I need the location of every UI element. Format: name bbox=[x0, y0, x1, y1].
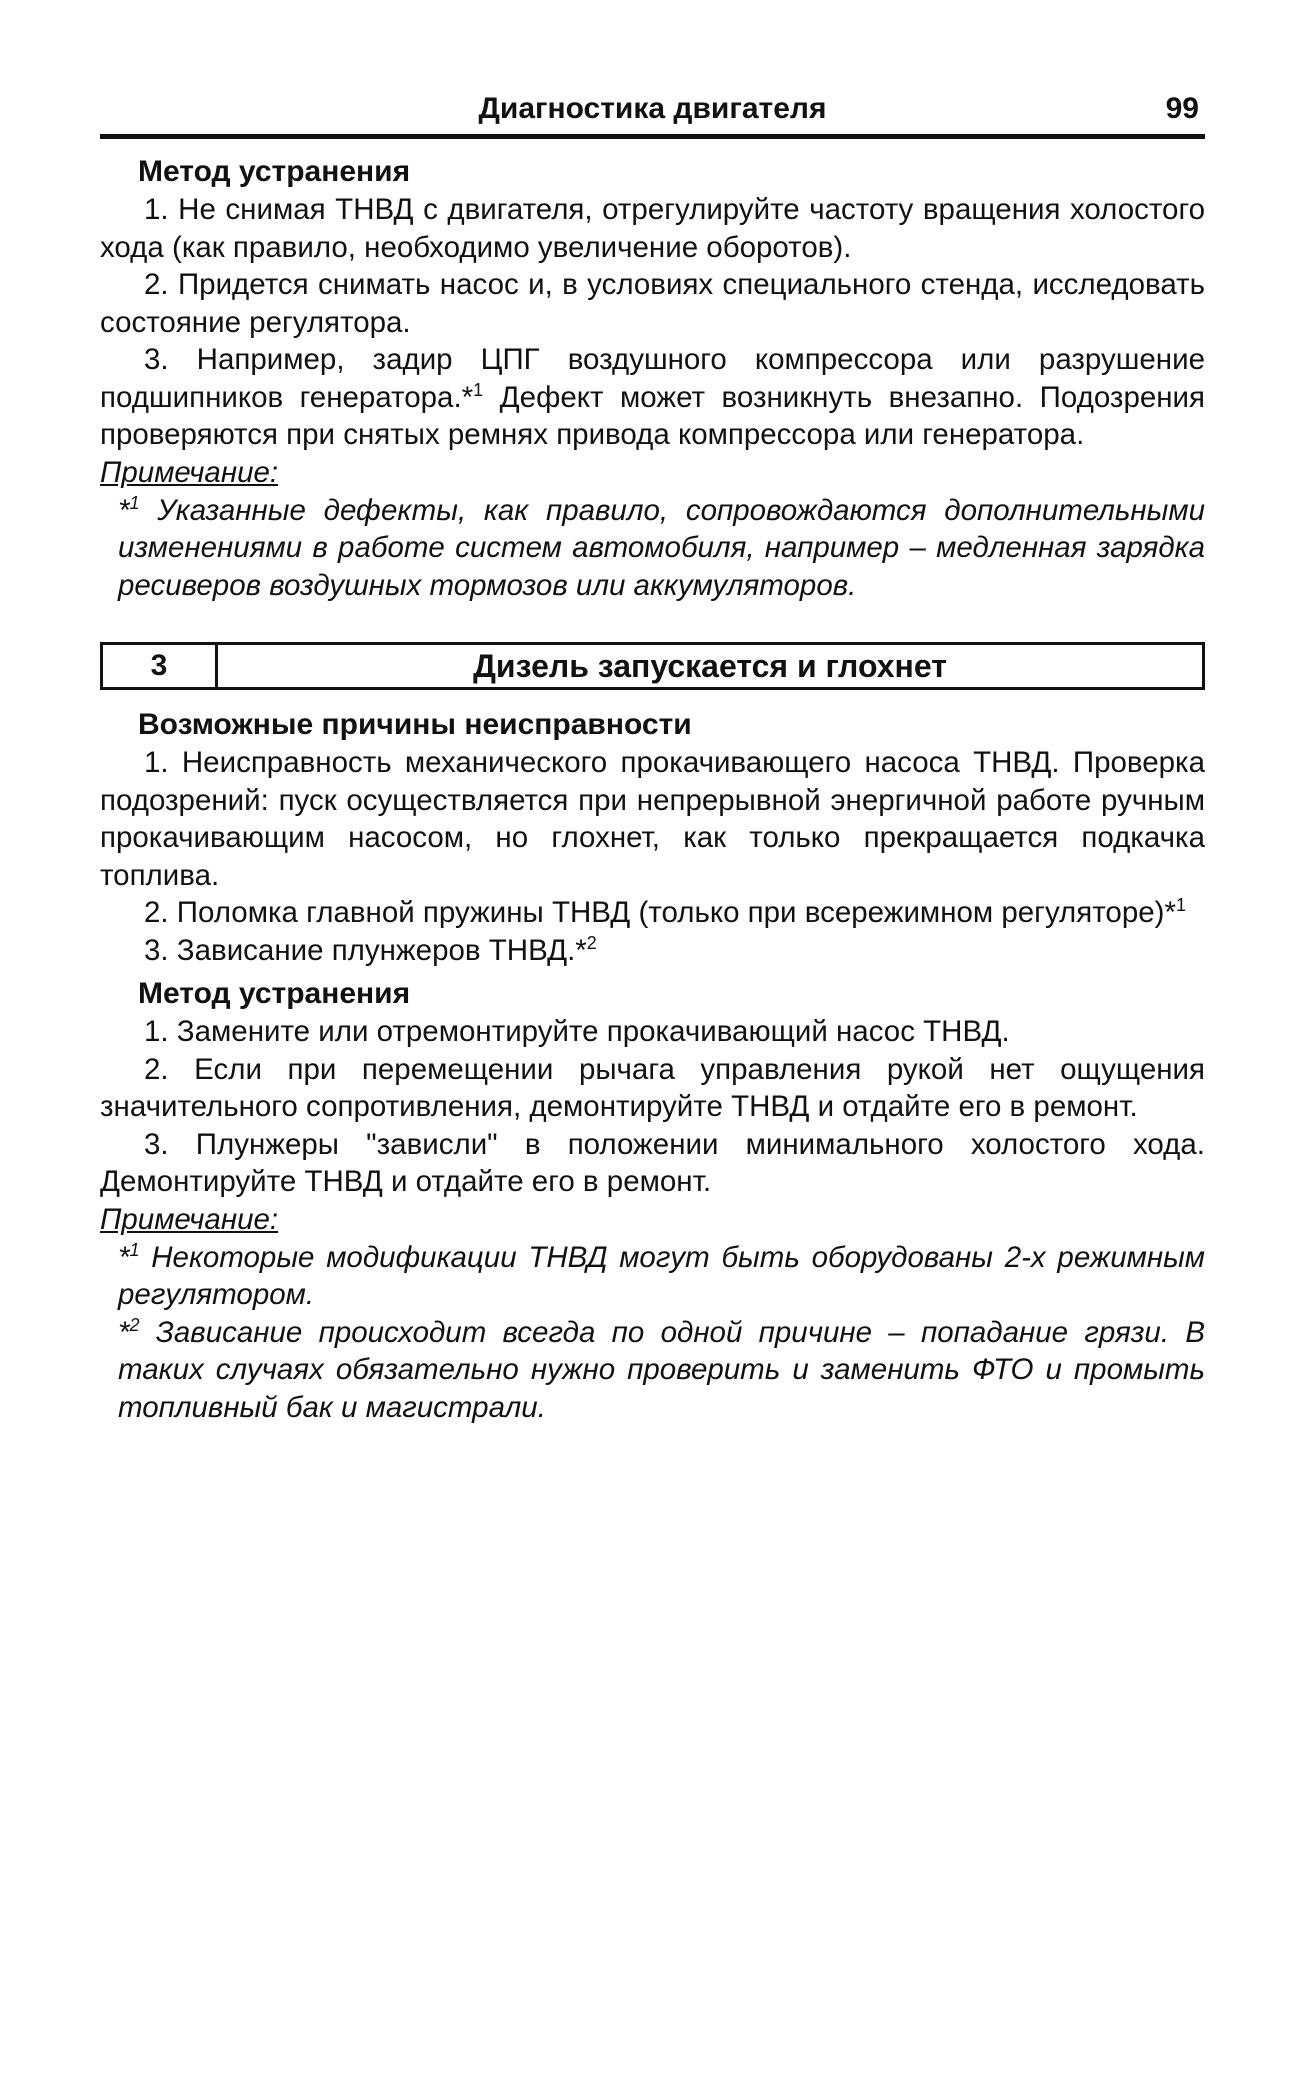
note-label-2: Примечание: bbox=[100, 1202, 279, 1236]
note-sup: 1 bbox=[129, 492, 140, 513]
remedy-item-3-text: 3. Например, задир ЦПГ воздушного компрессора или разрушение подшипников генератора.* bbox=[100, 343, 1205, 414]
note-mark: * bbox=[118, 1315, 130, 1349]
remedy2-item-2: 2. Если при перемещении рычага управления рукой нет ощущения значительного сопротивления, демонтируйте ТНВД и отдайте его в ремонт. bbox=[100, 1052, 1205, 1123]
remedy2-item-3: 3. Плунжеры "зависли" в положении минимального холостого хода. Демонтируйте ТНВД и отдайте его в ремонт. bbox=[100, 1127, 1205, 1198]
footnote-ref: 1 bbox=[473, 379, 484, 400]
page-content bbox=[100, 88, 1205, 1426]
cause-item-3-text: 3. Зависание плунжеров ТНВД.* bbox=[144, 933, 587, 967]
remedy-item-2: 2. Придется снимать насос и, в условиях специального стенда, исследовать состояние регулятора. bbox=[100, 268, 1205, 339]
remedy-item-3-tail: Дефект может возникнуть внезапно. Подозрения проверяются при снятых ремнях привода компрессора или генератора. bbox=[100, 380, 1205, 451]
running-header bbox=[100, 88, 1205, 139]
note-text-1 bbox=[118, 1239, 1205, 1314]
note-text bbox=[118, 492, 1205, 605]
note-sup: 1 bbox=[129, 1239, 140, 1260]
cause-item-2-text: 2. Поломка главной пружины ТНВД (только при всережимном регуляторе)* bbox=[144, 896, 1176, 929]
cause-item-2 bbox=[100, 894, 1205, 932]
note-body: Указанные дефекты, как правило, сопровождаются дополнительными изменениями в работе систем автомобиля, например – медленная зарядка ресиверов воздушных тормозов или аккумуляторов. bbox=[118, 493, 1205, 602]
note-body: Некоторые модификации ТНВД могут быть оборудованы 2-х режимным регулятором. bbox=[118, 1240, 1205, 1311]
cause-item-1: 1. Неисправность механического прокачивающего насоса ТНВД. Проверка подозрений: пуск осуществляется при непрерывной энергичной работе ручным прокачивающим насосом, но глохнет, как только прекращается подкачка топлива. bbox=[100, 746, 1205, 892]
remedy-heading: Метод устранения bbox=[138, 155, 411, 188]
cause-item-3 bbox=[100, 932, 1205, 970]
header-title: Диагностика двигателя bbox=[478, 92, 827, 125]
note-mark: * bbox=[118, 1240, 130, 1274]
remedy-heading-2: Метод устранения bbox=[138, 977, 411, 1010]
remedy2-item-1: 1. Замените или отремонтируйте прокачивающий насос ТНВД. bbox=[144, 1015, 1010, 1048]
note-text-2 bbox=[118, 1314, 1205, 1427]
note-label: Примечание: bbox=[100, 455, 279, 489]
remedy-item-1: 1. Не снимая ТНВД с двигателя, отрегулируйте частоту вращения холостого хода (как правило, необходимо увеличение оборотов). bbox=[100, 193, 1205, 264]
section-title-box bbox=[100, 642, 1205, 690]
footnote-ref: 2 bbox=[586, 932, 597, 953]
note-body: Зависание происходит всегда по одной причине – попадание грязи. В таких случаях обязательно нужно проверить и заменить ФТО и промыть топливный бак и магистрали. bbox=[118, 1315, 1205, 1424]
footnote-ref: 1 bbox=[1175, 895, 1186, 916]
remedy-item-3 bbox=[100, 341, 1205, 454]
section-title: Дизель запускается и глохнет bbox=[473, 648, 947, 684]
section-number: 3 bbox=[103, 645, 218, 687]
note-sup: 2 bbox=[129, 1314, 140, 1335]
causes-heading: Возможные причины неисправности bbox=[138, 708, 692, 741]
note-mark: * bbox=[118, 493, 130, 527]
page-number: 99 bbox=[1165, 92, 1199, 125]
